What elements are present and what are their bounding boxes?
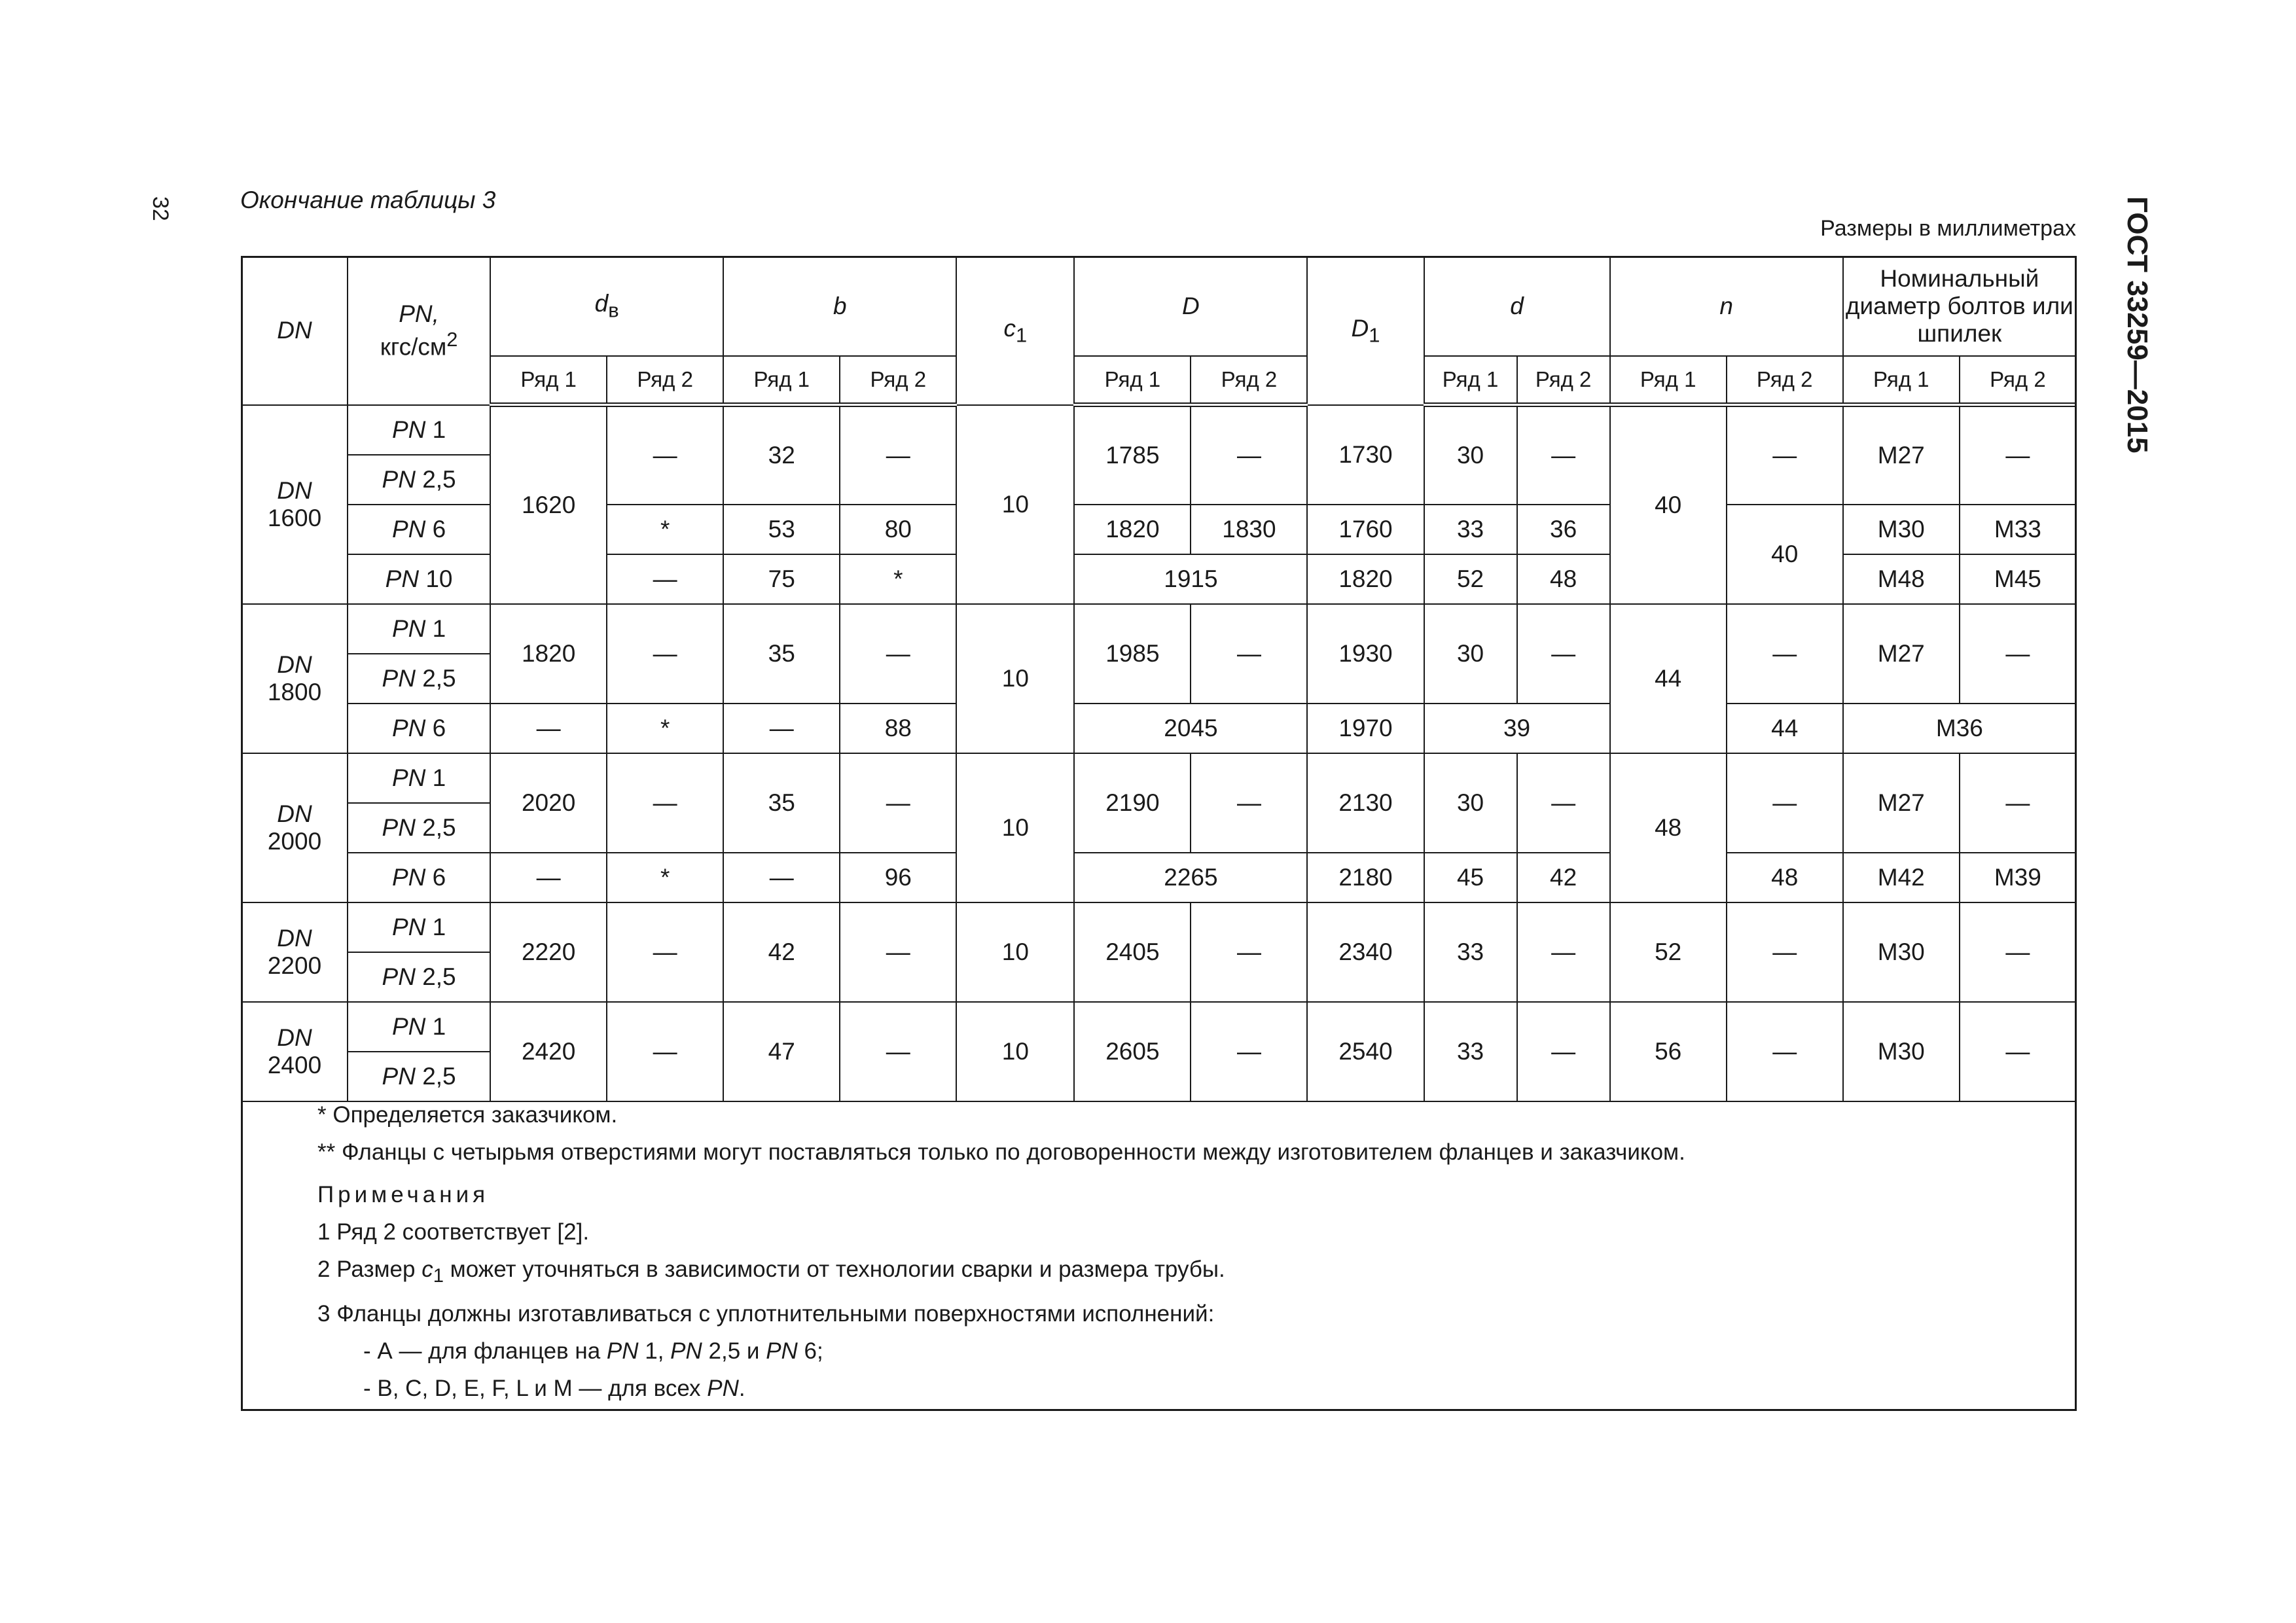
subheader-row2: Ряд 2 bbox=[1517, 356, 1610, 405]
pn-cell: PN 1 bbox=[348, 753, 490, 803]
table-cell: — bbox=[607, 604, 723, 704]
table-cell: — bbox=[1191, 902, 1307, 1002]
header-D1: $D_1$ bbox=[1307, 257, 1424, 405]
pn-cell: PN 2,5 bbox=[348, 455, 490, 505]
table-cell: — bbox=[1727, 1002, 1843, 1101]
table-cell: 10 bbox=[956, 604, 1074, 753]
table-cell: * bbox=[607, 704, 723, 753]
table-cell: 2130 bbox=[1307, 753, 1424, 853]
page-number: 32 bbox=[148, 196, 173, 221]
table-cell: — bbox=[607, 554, 723, 604]
pn-cell: PN 2,5 bbox=[348, 803, 490, 853]
table-cell: — bbox=[723, 853, 840, 902]
table-cell: 10 bbox=[956, 902, 1074, 1002]
table-row bbox=[242, 1002, 2076, 1052]
dn-cell: DN 2000 bbox=[242, 753, 348, 902]
table-cell: 2405 bbox=[1074, 902, 1191, 1002]
table-cell: M33 bbox=[1960, 505, 2076, 554]
table-cell: 1730 bbox=[1307, 405, 1424, 505]
table-cell: * bbox=[607, 853, 723, 902]
subheader-row2: Ряд 2 bbox=[840, 356, 956, 405]
table-cell: — bbox=[1727, 753, 1843, 853]
table-cell: 96 bbox=[840, 853, 956, 902]
table-cell: — bbox=[840, 604, 956, 704]
table-cell: 2340 bbox=[1307, 902, 1424, 1002]
pn-cell: PN 1 bbox=[348, 1002, 490, 1052]
pn-cell: PN 1 bbox=[348, 604, 490, 654]
subheader-row2: Ряд 2 bbox=[607, 356, 723, 405]
table-cell: 42 bbox=[723, 902, 840, 1002]
table-cell: 1820 bbox=[1307, 554, 1424, 604]
table-cell: 56 bbox=[1610, 1002, 1727, 1101]
dn-cell: DN 2400 bbox=[242, 1002, 348, 1101]
table-cell: M30 bbox=[1843, 505, 1960, 554]
table-cell: 30 bbox=[1424, 405, 1517, 505]
table-cell: 1830 bbox=[1191, 505, 1307, 554]
table-cell: — bbox=[840, 405, 956, 505]
table-cell: 44 bbox=[1610, 604, 1727, 753]
table-cell: 48 bbox=[1610, 753, 1727, 902]
table-cell: — bbox=[490, 853, 607, 902]
table-cell: — bbox=[840, 753, 956, 853]
table-cell: 2045 bbox=[1074, 704, 1307, 753]
notes-title: Примечания bbox=[317, 1182, 490, 1207]
pn-cell: PN 1 bbox=[348, 902, 490, 952]
table-cell: — bbox=[1191, 405, 1307, 505]
table-cell: 80 bbox=[840, 505, 956, 554]
footnote-1: * Определяется заказчиком. bbox=[317, 1102, 618, 1128]
table-row bbox=[242, 753, 2076, 803]
table-cell: — bbox=[1517, 604, 1610, 704]
table-cell: — bbox=[490, 704, 607, 753]
table-cell: M27 bbox=[1843, 753, 1960, 853]
table-cell: — bbox=[1191, 753, 1307, 853]
note-3a: - А — для фланцев на PN 1, PN 2,5 и PN 6; bbox=[363, 1338, 823, 1364]
table-cell: — bbox=[1517, 902, 1610, 1002]
pn-cell: PN 6 bbox=[348, 704, 490, 753]
table-cell: 1820 bbox=[490, 604, 607, 704]
table-cell: — bbox=[1517, 753, 1610, 853]
header-n: n bbox=[1610, 257, 1843, 356]
table-row bbox=[242, 704, 2076, 753]
table-cell: * bbox=[607, 505, 723, 554]
table-cell: 75 bbox=[723, 554, 840, 604]
table-cell: 52 bbox=[1424, 554, 1517, 604]
table-cell: 45 bbox=[1424, 853, 1517, 902]
pn-cell: PN 2,5 bbox=[348, 952, 490, 1002]
subheader-row1: Ряд 1 bbox=[723, 356, 840, 405]
table-cell: 35 bbox=[723, 753, 840, 853]
table-cell: 1985 bbox=[1074, 604, 1191, 704]
table-cell: — bbox=[1517, 1002, 1610, 1101]
pn-cell: PN 2,5 bbox=[348, 1052, 490, 1101]
table-cell: — bbox=[723, 704, 840, 753]
pn-cell: PN 6 bbox=[348, 505, 490, 554]
table-cell: — bbox=[1960, 405, 2076, 505]
table-cell: — bbox=[1960, 604, 2076, 704]
table-cell: 10 bbox=[956, 405, 1074, 604]
pn-cell: PN 1 bbox=[348, 405, 490, 455]
table-row bbox=[242, 853, 2076, 902]
header-c1: $c_1$ bbox=[956, 257, 1074, 405]
table-cell: 2020 bbox=[490, 753, 607, 853]
table-cell: 32 bbox=[723, 405, 840, 505]
table-cell: M42 bbox=[1843, 853, 1960, 902]
table-cell: — bbox=[1727, 604, 1843, 704]
table-cell: 30 bbox=[1424, 753, 1517, 853]
subheader-row1: Ряд 1 bbox=[1843, 356, 1960, 405]
pn-cell: PN 10 bbox=[348, 554, 490, 604]
table-cell: 35 bbox=[723, 604, 840, 704]
dn-cell: DN 2200 bbox=[242, 902, 348, 1002]
table-cell: 33 bbox=[1424, 505, 1517, 554]
pn-cell: PN 2,5 bbox=[348, 654, 490, 704]
table-caption: Окончание таблицы 3 bbox=[240, 187, 496, 213]
table-cell: 1785 bbox=[1074, 405, 1191, 505]
subheader-row2: Ряд 2 bbox=[1727, 356, 1843, 405]
units-note: Размеры в миллиметрах bbox=[1820, 216, 2076, 241]
header-D: D bbox=[1074, 257, 1307, 356]
table-cell: — bbox=[1960, 753, 2076, 853]
table-cell: — bbox=[1727, 902, 1843, 1002]
table-cell: — bbox=[607, 1002, 723, 1101]
subheader-row bbox=[242, 356, 2076, 405]
header-bolts: Номинальный диаметр болтов или шпилек bbox=[1843, 257, 2076, 356]
header-d: d bbox=[1424, 257, 1610, 356]
table-cell: — bbox=[1960, 1002, 2076, 1101]
table-cell: — bbox=[840, 1002, 956, 1101]
table-cell: 1930 bbox=[1307, 604, 1424, 704]
table-cell: 44 bbox=[1727, 704, 1843, 753]
table-cell: — bbox=[1960, 902, 2076, 1002]
table-cell: 33 bbox=[1424, 902, 1517, 1002]
table-cell: 2190 bbox=[1074, 753, 1191, 853]
table-cell: 39 bbox=[1424, 704, 1610, 753]
table-cell: M45 bbox=[1960, 554, 2076, 604]
table-cell: 2605 bbox=[1074, 1002, 1191, 1101]
table-cell: — bbox=[1517, 405, 1610, 505]
table-cell: — bbox=[607, 902, 723, 1002]
pn-cell: PN 6 bbox=[348, 853, 490, 902]
flange-dimensions-table bbox=[241, 256, 2077, 1102]
note-3b: - B, C, D, E, F, L и M — для всех PN. bbox=[363, 1376, 745, 1401]
table-cell: 36 bbox=[1517, 505, 1610, 554]
standard-code: ГОСТ 33259—2015 bbox=[2121, 196, 2153, 454]
header-b: b bbox=[723, 257, 956, 356]
table-cell: M36 bbox=[1843, 704, 2076, 753]
dn-cell: DN 1800 bbox=[242, 604, 348, 753]
table-cell: M30 bbox=[1843, 1002, 1960, 1101]
table-cell: 2420 bbox=[490, 1002, 607, 1101]
table-cell: 47 bbox=[723, 1002, 840, 1101]
table-cell: — bbox=[607, 405, 723, 505]
table-cell: 1820 bbox=[1074, 505, 1191, 554]
table-cell: 1970 bbox=[1307, 704, 1424, 753]
header-dn: DN bbox=[242, 257, 348, 405]
table-cell: 52 bbox=[1610, 902, 1727, 1002]
subheader-row1: Ряд 1 bbox=[1074, 356, 1191, 405]
table-footnotes bbox=[317, 1096, 1685, 1407]
subheader-row1: Ряд 1 bbox=[1610, 356, 1727, 405]
table-cell: 40 bbox=[1610, 405, 1727, 604]
table-cell: 2540 bbox=[1307, 1002, 1424, 1101]
table-cell: M39 bbox=[1960, 853, 2076, 902]
subheader-row2: Ряд 2 bbox=[1191, 356, 1307, 405]
header-row bbox=[242, 257, 2076, 356]
table-cell: 30 bbox=[1424, 604, 1517, 704]
subheader-row2: Ряд 2 bbox=[1960, 356, 2076, 405]
header-dv: $d_в$ bbox=[490, 257, 723, 356]
table-cell: 1760 bbox=[1307, 505, 1424, 554]
table-cell: — bbox=[1727, 405, 1843, 505]
table-cell: — bbox=[607, 753, 723, 853]
table-cell: M27 bbox=[1843, 405, 1960, 505]
table-cell: 10 bbox=[956, 753, 1074, 902]
table-cell: — bbox=[1191, 1002, 1307, 1101]
table-row bbox=[242, 902, 2076, 952]
table-row bbox=[242, 405, 2076, 455]
table-cell: 10 bbox=[956, 1002, 1074, 1101]
table-cell: 48 bbox=[1727, 853, 1843, 902]
table-cell: 1620 bbox=[490, 405, 607, 604]
table-cell: 2265 bbox=[1074, 853, 1307, 902]
subheader-row1: Ряд 1 bbox=[490, 356, 607, 405]
table-cell: M30 bbox=[1843, 902, 1960, 1002]
footnote-2: ** Фланцы с четырьмя отверстиями могут поставляться только по договоренности между изготовителем фланцев и заказчиком. bbox=[317, 1139, 1685, 1165]
dn-cell: DN 1600 bbox=[242, 405, 348, 604]
table-row bbox=[242, 604, 2076, 654]
table-cell: — bbox=[1191, 604, 1307, 704]
table-cell: * bbox=[840, 554, 956, 604]
subheader-row1: Ряд 1 bbox=[1424, 356, 1517, 405]
table-cell: M27 bbox=[1843, 604, 1960, 704]
table-cell: 48 bbox=[1517, 554, 1610, 604]
note-1: 1 Ряд 2 соответствует [2]. bbox=[317, 1219, 590, 1245]
table-cell: 53 bbox=[723, 505, 840, 554]
note-3: 3 Фланцы должны изготавливаться с уплотнительными поверхностями исполнений: bbox=[317, 1301, 1215, 1327]
table-cell: 40 bbox=[1727, 505, 1843, 604]
table-cell: — bbox=[840, 902, 956, 1002]
table-cell: 1915 bbox=[1074, 554, 1307, 604]
table-cell: 2220 bbox=[490, 902, 607, 1002]
note-2: 2 Размер $c_1$ может уточняться в зависимости от технологии сварки и размера трубы. bbox=[317, 1257, 1225, 1287]
table-cell: 33 bbox=[1424, 1002, 1517, 1101]
table-cell: 42 bbox=[1517, 853, 1610, 902]
table-cell: 88 bbox=[840, 704, 956, 753]
table-cell: M48 bbox=[1843, 554, 1960, 604]
table-cell: 2180 bbox=[1307, 853, 1424, 902]
header-pn: PN, кгс/$см^2$ bbox=[348, 257, 490, 405]
